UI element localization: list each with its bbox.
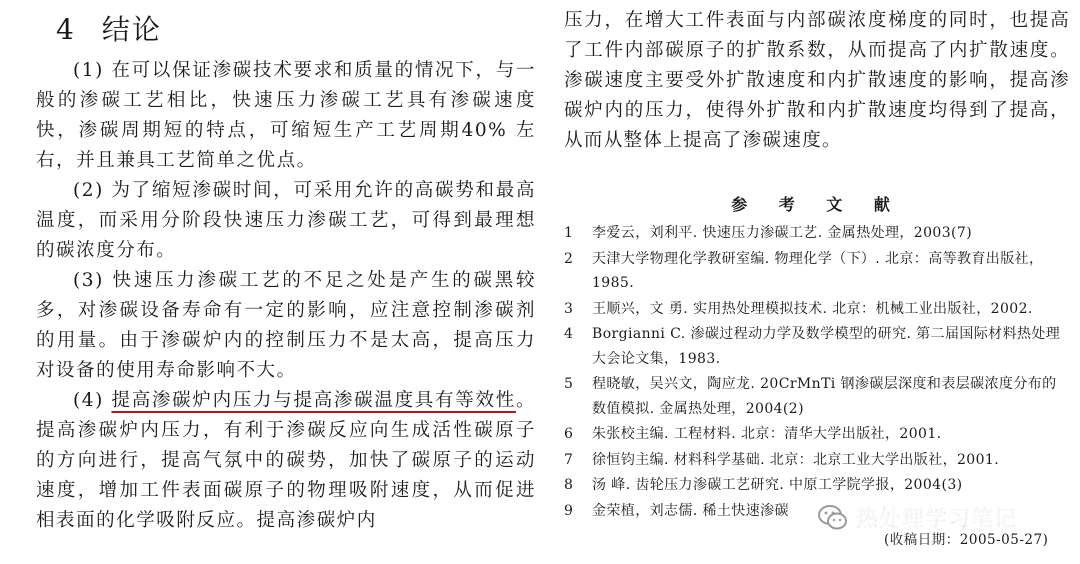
reference-text: 天津大学物理化学教研室编. 物理化学（下）. 北京：高等教育出版社，1985. (592, 250, 1044, 291)
reference-text: 程晓敏，吴兴文，陶应龙. 20CrMnTi 钢渗碳层深度和表层碳浓度分布的数值模拟. 金属热处理，2004(2) (592, 376, 1057, 417)
reference-number: 7 (564, 451, 574, 468)
right-column (564, 6, 1070, 524)
section-title: 结论 (101, 13, 162, 46)
reference-text: 汤 峰. 齿轮压力渗碳工艺研究. 中原工学院学报，2004(3) (592, 477, 963, 493)
wechat-icon (818, 505, 848, 531)
reference-item (564, 448, 1070, 473)
reference-number: 9 (564, 502, 574, 519)
reference-number: 2 (564, 250, 574, 267)
reference-text: Borgianni C. 渗碳过程动力学及数学模型的研究. 第二届国际材料热处理大会论文集，1983. (592, 326, 1061, 367)
reference-item (564, 372, 1070, 421)
reference-item (564, 221, 1070, 246)
reference-number: 1 (564, 225, 574, 241)
section-number: 4 (56, 13, 76, 46)
section-heading (56, 10, 536, 50)
references-title: 参 考 文 献 (731, 195, 903, 214)
paragraph-3: (3) 快速压力渗碳工艺的不足之处是产生的碳黑较多，对渗碳设备寿命有一定的影响，应注意控制渗碳剂的用量。由于渗碳炉内的控制压力不是太高，提高压力对设备的使用寿命影响不大。 (36, 270, 536, 381)
paragraph-4-body: 。提高渗碳炉内压力，有利于渗碳反应向生成活性碳原子的方向进行，提高气氛中的碳势，加快了碳原子的运动速度，增加工件表面碳原子的物理吸附速度，从而促进相表面的化学吸附反应。提高渗碳炉内 (36, 390, 536, 531)
reference-number: 8 (564, 477, 574, 493)
reference-item (564, 247, 1070, 296)
reference-item (564, 322, 1070, 371)
paragraph-2: (2) 为了缩短渗碳时间，可采用允许的高碳势和最高温度，而采用分阶段快速压力渗碳工艺，可得到最理想的碳浓度分布。 (36, 180, 536, 261)
reference-item (564, 422, 1070, 447)
reference-text: 李爱云，刘利平. 快速压力渗碳工艺. 金属热处理，2003(7) (592, 225, 973, 241)
watermark-text: 热处理学习笔记 (856, 507, 1018, 532)
reference-number: 6 (564, 426, 574, 442)
reference-text: 王顺兴，文 勇. 实用热处理模拟技术. 北京：机械工业出版社，2002. (592, 300, 1033, 317)
paragraph-1: (1) 在可以保证渗碳技术要求和质量的情况下，与一般的渗碳工艺相比，快速压力渗碳工艺具有渗碳速度快，渗碳周期短的特点，可缩短生产工艺周期40% 左右，并且兼具工艺简单之优点。 (36, 60, 536, 171)
received-date: (收稿日期：2005-05-27) (884, 532, 1049, 548)
highlighted-conclusion: 提高渗碳炉内压力与提高渗碳温度具有等效性 (111, 390, 516, 411)
watermark (818, 502, 1017, 533)
paragraph-4-continued: 压力，在增大工件表面与内部碳浓度梯度的同时，也提高了工件内部碳原子的扩散系数，从而提高了内扩散速度。渗碳速度主要受外扩散速度和内扩散速度的影响，提高渗碳炉内的压力，使得外扩散和内扩散速度均得到了提高，从而从整体上提高了渗碳速度。 (564, 10, 1070, 151)
reference-text: 金荣植，刘志儒. 稀土快速渗碳 (592, 502, 789, 519)
paragraph-4 (36, 386, 536, 536)
reference-number: 4 (564, 326, 574, 342)
reference-text: 朱张校主编. 工程材料. 北京：清华大学出版社，2001. (592, 426, 942, 442)
reference-item (564, 473, 1070, 498)
paragraph-4-prefix: (4) (73, 390, 112, 411)
reference-number: 3 (564, 300, 574, 317)
reference-list (564, 221, 1070, 523)
left-column (36, 6, 536, 536)
reference-item (564, 297, 1070, 322)
reference-text: 徐恒钧主编. 材料科学基础. 北京：北京工业大学出版社，2001. (592, 451, 1000, 468)
reference-number: 5 (564, 376, 574, 392)
